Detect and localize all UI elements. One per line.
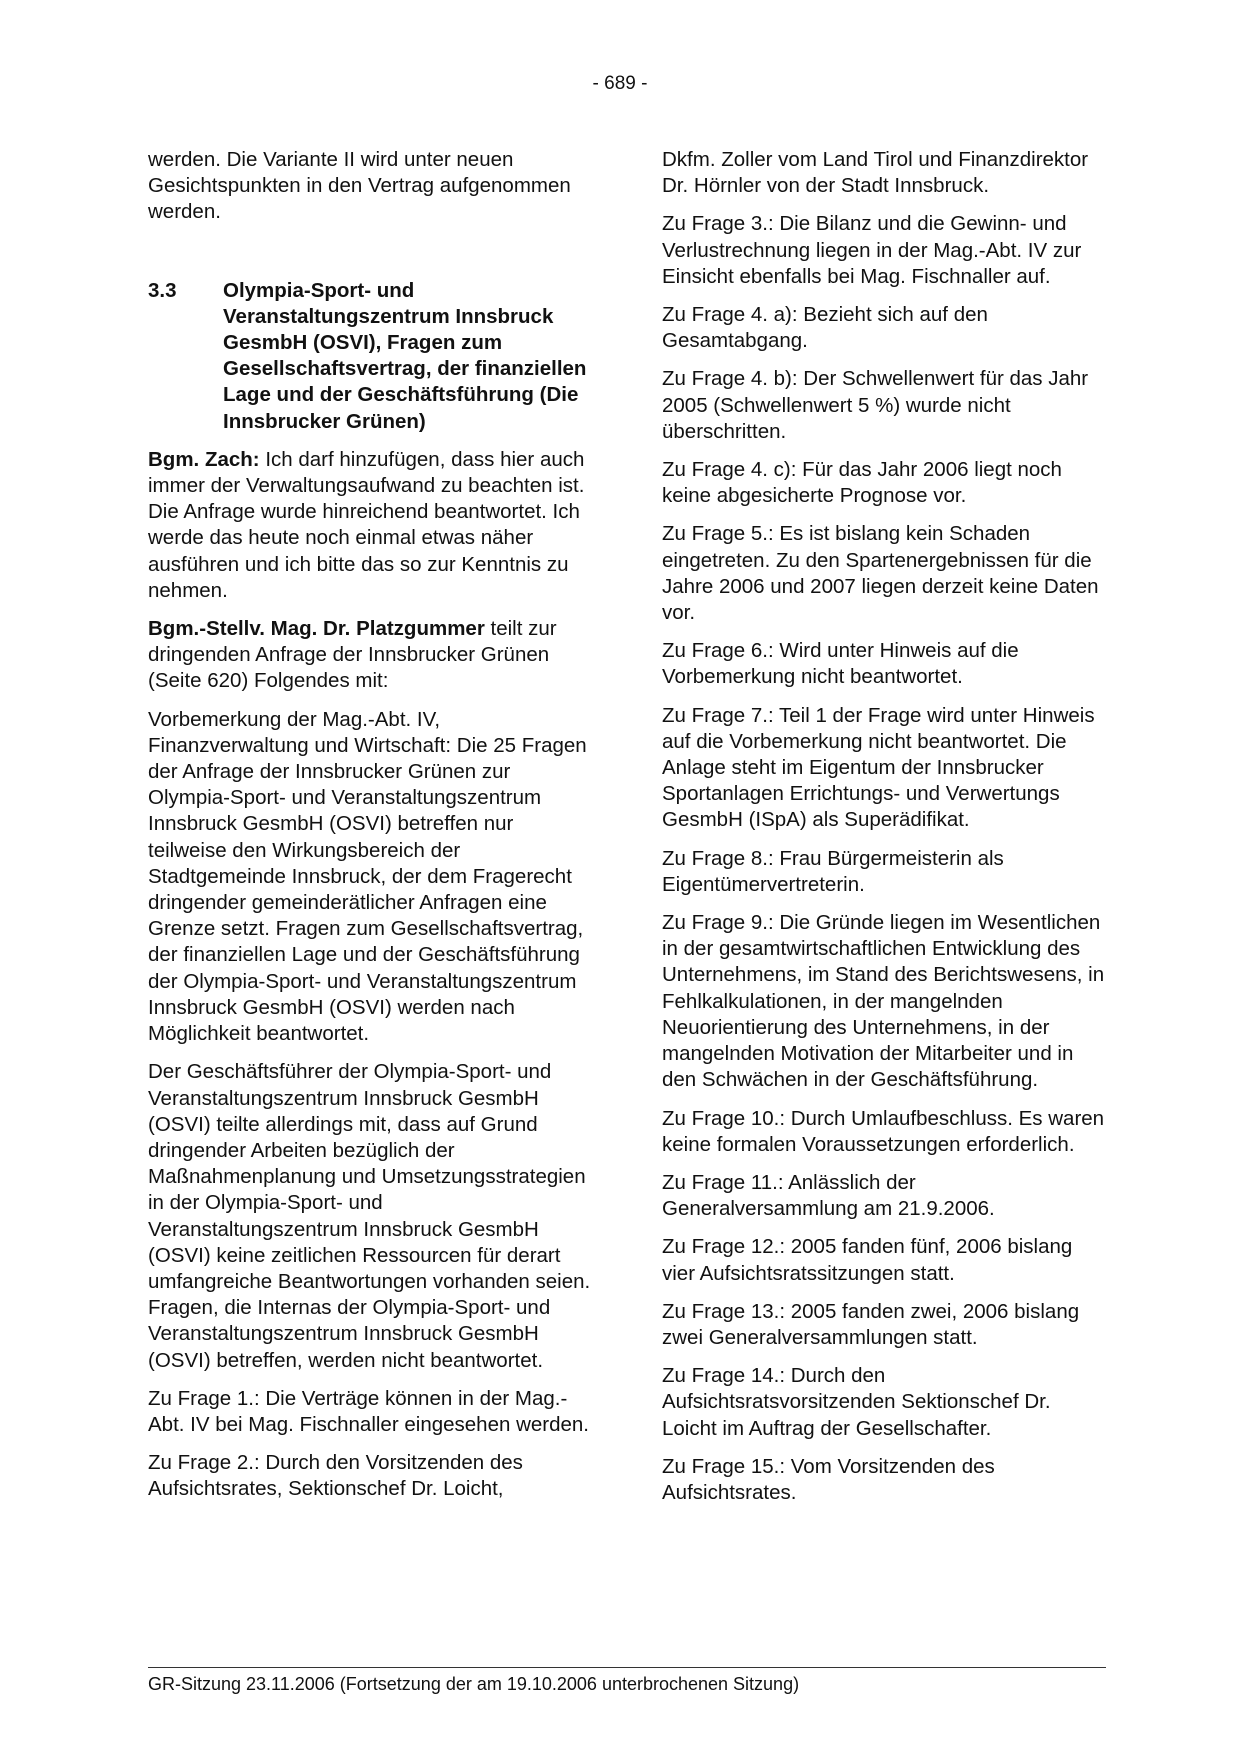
answer-paragraph: Zu Frage 13.: 2005 fanden zwei, 2006 bislang zwei Generalversammlungen statt. [662,1299,1080,1349]
section-spacer [148,238,591,278]
zach-statement [148,447,591,604]
answer-paragraph: Zu Frage 4. b): Der Schwellenwert für das Jahr 2005 (Schwellenwert 5 %) wurde nicht überschritten. [662,367,1089,443]
statement-text: Ich darf hinzufügen, dass hier auch immer der Verwaltungsaufwand zu beachten ist. Die Anfrage wurde hinreichend beantwortet. Ich werde das heute noch einmal etwas näher ausführen und ich bitte das so zur Kenntnis zu nehmen. [148,447,585,602]
section-heading [148,278,591,435]
answer-paragraph: Zu Frage 12.: 2005 fanden fünf, 2006 bislang vier Aufsichtsratssitzungen statt. [662,1235,1073,1285]
platzgummer-statement [148,616,591,695]
answer-paragraph: Zu Frage 6.: Wird unter Hinweis auf die Vorbemerkung nicht beantwortet. [662,639,1019,689]
speaker-name: Bgm.-Stellv. Mag. Dr. Platzgummer [148,617,485,641]
statement-text: teilt zur dringenden Anfrage der Innsbrucker Grünen (Seite 620) Folgendes mit: [148,617,557,693]
page-footer: GR-Sitzung 23.11.2006 (Fortsetzung der am 19.10.2006 unterbrochenen Sitzung) [148,1674,800,1694]
left-column [148,147,591,1515]
managing-director-note: Der Geschäftsführer der Olympia-Sport- und Veranstaltungszentrum Innsbruck GesmbH (OSVI) teilte allerdings mit, dass auf Grund dringender Arbeiten bezüglich der Maßnahmenplanung und Umsetzungsstrategien in der Olympia-Sport- und Veranstaltungszentrum Innsbruck GesmbH (OSVI) keine zeitlichen Ressourcen für derart umfangreiche Beantwortungen vorhanden seien. Fragen, die Internas der Olympia-Sport- und Veranstaltungszentrum Innsbruck GesmbH (OSVI) betreffen, werden nicht beantwortet. [148,1060,591,1372]
answer-paragraph: Zu Frage 15.: Vom Vorsitzenden des Aufsichtsrates. [662,1454,995,1504]
intro-paragraph: werden. Die Variante II wird unter neuen Gesichtspunkten in den Vertrag aufgenommen werden. [148,148,571,224]
answer-paragraph: Zu Frage 8.: Frau Bürgermeisterin als Eigentümervertreterin. [662,846,1004,896]
answer-paragraph: Zu Frage 10.: Durch Umlaufbeschluss. Es waren keine formalen Voraussetzungen erforderlich. [662,1106,1105,1156]
answer-paragraph: Zu Frage 4. c): Für das Jahr 2006 liegt noch keine abgesicherte Prognose vor. [662,458,1062,508]
answer-paragraph: Zu Frage 3.: Die Bilanz und die Gewinn- und Verlustrechnung liegen in der Mag.-Abt. IV zur Einsicht ebenfalls bei Mag. Fischnaller auf. [662,212,1082,288]
right-column [662,147,1105,1518]
answer-paragraph: Zu Frage 9.: Die Gründe liegen im Wesentlichen in der gesamtwirtschaftlichen Entwicklung des Unternehmens, im Stand des Berichtswesens, in Fehlkalkulationen, in der mangelnden Neuorientierung des Unternehmens, in der mangelnden Motivation der Mitarbeiter und in den Schwächen in der Geschäftsführung. [662,911,1105,1092]
page-number: - 689 - [592,73,648,94]
section-title: Olympia-Sport- und Veranstaltungszentrum Innsbruck GesmbH (OSVI), Fragen zum Gesellschaftsvertrag, der finanziellen Lage und der Geschäftsführung (Die Innsbrucker Grünen) [223,278,587,433]
answer-paragraph: Zu Frage 4. a): Bezieht sich auf den Gesamtabgang. [662,303,988,353]
answer-paragraph: Zu Frage 5.: Es ist bislang kein Schaden eingetreten. Zu den Spartenergebnissen für die Jahre 2006 und 2007 liegen derzeit keine Daten vor. [662,522,1099,625]
speaker-name: Bgm. Zach: [148,447,260,471]
answer-paragraph: Zu Frage 2.: Durch den Vorsitzenden des Aufsichtsrates, Sektionschef Dr. Loicht, [148,1451,523,1501]
answer-paragraph: Zu Frage 7.: Teil 1 der Frage wird unter Hinweis auf die Vorbemerkung nicht beantwortet. Die Anlage steht im Eigentum der Innsbrucker Sportanlagen Errichtungs- und Verwertungs GesmbH (ISpA) als Superädifikat. [662,703,1095,832]
preliminary-remark: Vorbemerkung der Mag.-Abt. IV, Finanzverwaltung und Wirtschaft: Die 25 Fragen der Anfrage der Innsbrucker Grünen zur Olympia-Sport- und Veranstaltungszentrum Innsbruck GesmbH (OSVI) betreffen nur teilweise den Wirkungsbereich der Stadtgemeinde Innsbruck, der dem Fragerecht dringender gemeinderätlicher Anfragen eine Grenze setzt. Fragen zum Gesellschaftsvertrag, der finanziellen Lage und der Geschäftsführung der Olympia-Sport- und Veranstaltungszentrum Innsbruck GesmbH (OSVI) werden nach Möglichkeit beantwortet. [148,707,587,1046]
answer-paragraph: Zu Frage 1.: Die Verträge können in der Mag.-Abt. IV bei Mag. Fischnaller eingesehen werden. [148,1386,590,1436]
answer-paragraph: Zu Frage 11.: Anlässlich der Generalversammlung am 21.9.2006. [662,1170,995,1221]
answer-paragraph: Dkfm. Zoller vom Land Tirol und Finanzdirektor Dr. Hörnler von der Stadt Innsbruck. [662,148,1089,198]
section-number: 3.3 [148,278,177,302]
answer-paragraph: Zu Frage 14.: Durch den Aufsichtsratsvorsitzenden Sektionschef Dr. Loicht im Auftrag der Gesellschafter. [662,1364,1051,1440]
footer-divider [148,1667,1106,1668]
